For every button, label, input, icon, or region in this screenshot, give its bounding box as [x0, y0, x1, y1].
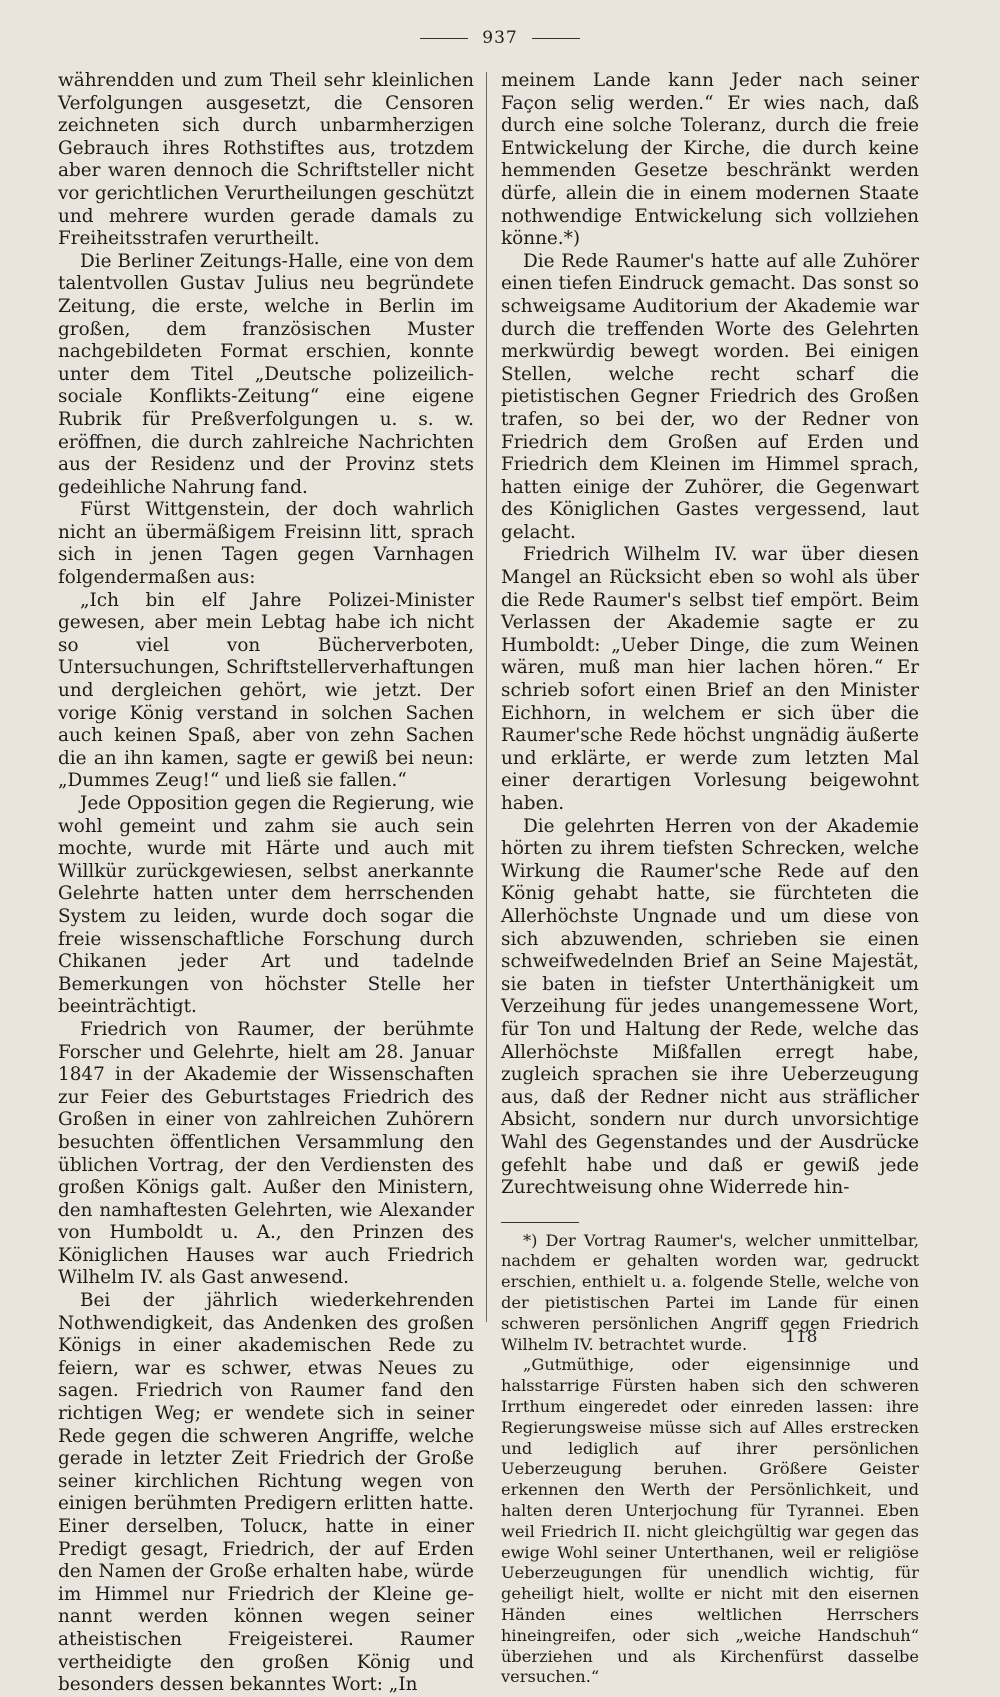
footnote-rule	[501, 1222, 579, 1223]
paragraph: Die gelehrten Herren von der Akademie hörten zu ihrem tiefsten Schrecken, welche Wirkung die Raumer'sche Rede auf den König gehabt hatte, sie fürchteten die Allerhöchste Ungnade und um diese von sich abzuwenden, schrieben sie einen schweifwedelnden Brief an Seine Majestät, sie baten in tiefster Unterthänigkeit um Verzeihung für jedes unangemessene Wort, für Ton und Haltung der Rede, welche das Allerhöchste Mißfallen erregt habe, zugleich sprachen sie ihre Ueberzeugung aus, daß der Redner nicht aus sträflicher Absicht, sondern nur durch unvorsichtige Wahl des Gegenstandes und der Ausdrücke gefehlt habe und daß er gewiß jede Zurechtweisung ohne Widerrede hin-	[501, 815, 919, 1199]
signature-mark: 118	[785, 1327, 818, 1347]
paragraph: Bei der jährlich wiederkehrenden Nothwendigkeit, das Andenken des großen Königs in einer akademischen Rede zu feiern, war es schwer, etwas Neues zu sagen. Friedrich von Raumer fand den richtigen Weg; er wendete sich in seiner Rede gegen die schweren Angriffe, welche gerade in letzter Zeit Friedrich der Große seiner kirchlichen Richtung wegen von einigen berühmten Predigern erlitten hatte. Einer derselben, Tolucк, hatte in einer Predigt gesagt, Friedrich, der auf Erden den Namen der Große erhalten habe, würde im Himmel nur Friedrich der Kleine genannt werden können wegen seiner atheistischen Freigeisterei. Raumer vertheidigte den großen König und besonders dessen bekanntes Wort: „In	[58, 1290, 474, 1696]
paragraph: Die Berliner Zeitungs-Halle, eine von dem talentvollen Gustav Julius neu begründete Zeitung, die erste, welche in Berlin im großen, dem französischen Muster nachgebildeten Format erschien, konnte unter dem Titel „Deutsche polizeilich-sociale Konflikts-Zeitung“ eine eigene Rubrik für Preßverfolgungen u. s. w. eröffnen, die durch zahlreiche Nachrichten aus der Residenz und der Provinz stets gedeihliche Nahrung fand.	[58, 250, 474, 498]
paragraph: Jede Opposition gegen die Regierung, wie wohl gemeint und zahm sie auch sein mochte, wurde mit Härte und auch mit Willkür zurückgewiesen, selbst anerkannte Gelehrte hatten unter dem herrschenden System zu leiden, wurde doch sogar die freie wissenschaftliche Forschung durch Chikanen jeder Art und tadelnde Bemerkungen von höchster Stelle her beeinträchtigt.	[58, 793, 474, 1018]
header-rule-right	[532, 38, 580, 39]
paragraph: Friedrich von Raumer, der berühmte Forscher und Gelehrte, hielt am 28. Januar 1847 in der Akademie der Wissenschaften zur Feier des Geburtstages Friedrich des Großen in einer von zahlreichen Zuhörern besuchten öffentlichen Versammlung den üblichen Vortrag, der den Verdiensten des großen Königs galt. Außer den Ministern, den namhaftesten Gelehrten, wie Alexander von Humboldt u. A., den Prinzen des Königlichen Hauses war auch Friedrich Wilhelm IV. als Gast anwesend.	[58, 1018, 474, 1289]
left-column	[58, 70, 474, 1697]
paragraph: Die Rede Raumer's hatte auf alle Zuhörer einen tiefen Eindruck gemacht. Das sonst so schweigsame Auditorium der Akademie war durch die treffenden Worte des Gelehrten merkwürdig bewegt worden. Bei einigen Stellen, welche recht scharf die pietistischen Gegner Friedrich des Großen trafen, so bei der, wo der Redner von Friedrich dem Großen auf Erden und Friedrich dem Kleinen im Himmel sprach, hatten einige der Zuhörer, die Gegenwart des Königlichen Gastes vergessend, laut gelacht.	[501, 250, 919, 543]
footnote: *) Der Vortrag Raumer's, welcher unmittelbar, nachdem er gehalten worden war, gedruckt erschien, enthielt u. a. folgende Stelle, welche von der pietistischen Partei im Lande für einen schweren persönlichen Angriff gegen Friedrich Wilhelm IV. betrachtet wurde.	[501, 1230, 919, 1354]
footnote-quote: „Gutmüthige, oder eigensinnige und halsstarrige Fürsten haben sich den schweren Irrthum eingeredet oder einreden lassen: ihre Regierungsweise müsse sich auf Alles erstrecken und lediglich auf ihrer persönlichen Ueberzeugung beruhen. Größere Geister erkennen den Werth der Persönlichkeit, und halten deren Unterjochung für Tyrannei. Eben weil Friedrich II. nicht gleichgültig war gegen das ewige Wohl seiner Unterthanen, weil er religiöse Ueberzeugungen für unendlich wichtig, für geheiligt hielt, wollte er nicht mit den eisernen Händen eines weltlichen Herrschers hineingreifen, oder sich „weiche Handschuh“ überziehen und als Kirchenfürst dasselbe versuchen.“	[501, 1355, 919, 1687]
right-column	[501, 70, 919, 1688]
page-header	[0, 28, 1000, 48]
column-divider	[486, 72, 487, 1322]
paragraph: meinem Lande kann Jeder nach seiner Façon selig werden.“ Er wies nach, daß durch eine solche Toleranz, durch die freie Entwickelung der Kirche, die durch keine hemmenden Gesetze beschränkt werden dürfe, allein die in einem modernen Staate nothwendige Entwickelung sich vollziehen könne.*)	[501, 70, 919, 250]
header-rule-left	[420, 38, 468, 39]
quote-paragraph: „Ich bin elf Jahre Polizei-Minister gewesen, aber mein Lebtag habe ich nicht so viel von Bücherverboten, Untersuchungen, Schriftstellerverhaftungen und dergleichen gehört, wie jetzt. Der vorige König verstand in solchen Sachen auch keinen Spaß, aber von zehn Sachen die an ihn kamen, sagte er gewiß bei neun: „Dummes Zeug!“ und ließ sie fallen.“	[58, 589, 474, 792]
paragraph: Friedrich Wilhelm IV. war über diesen Mangel an Rücksicht eben so wohl als über die Rede Raumer's selbst tief empört. Beim Verlassen der Akademie sagte er zu Humboldt: „Ueber Dinge, die zum Weinen wären, muß man hier lachen hören.“ Er schrieb sofort einen Brief an den Minister Eichhorn, in welchem er sich über die Raumer'sche Rede höchst ungnädig äußerte und erklärte, er werde zum letzten Mal einer derartigen Vorlesung beigewohnt haben.	[501, 544, 919, 814]
page-number: 937	[482, 28, 518, 48]
paragraph: Fürst Wittgenstein, der doch wahrlich nicht an übermäßigem Freisinn litt, sprach sich in jenen Tagen gegen Varnhagen folgendermaßen aus:	[58, 499, 474, 589]
paragraph: währendden und zum Theil sehr kleinlichen Verfolgungen ausgesetzt, die Censoren zeichneten sich durch unbarmherzigen Gebrauch ihres Rothstiftes aus, trotzdem aber waren dennoch die Schriftsteller nicht vor gerichtlichen Verurtheilungen geschützt und mehrere wurden gerade damals zu Freiheitsstrafen verurtheilt.	[58, 70, 474, 250]
footnotes	[501, 1231, 919, 1689]
